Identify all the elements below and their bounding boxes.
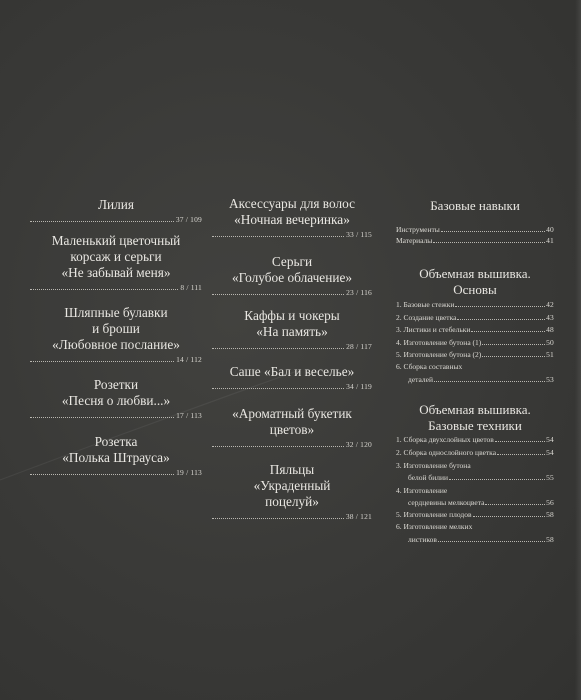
toc-entry-hatpins[interactable] bbox=[30, 305, 202, 364]
row-label: 1. Базовые стежки bbox=[396, 300, 455, 309]
entry-page: 34 / 119 bbox=[346, 382, 372, 391]
entry-page: 32 / 120 bbox=[345, 440, 372, 449]
entry-title-line: «Полька Штрауса» bbox=[62, 450, 170, 465]
entry-leader bbox=[212, 342, 372, 351]
toc-entry-hoops[interactable] bbox=[212, 462, 372, 521]
row-label: 2. Сборка однослойного цветка bbox=[396, 448, 497, 457]
entry-title-line: и броши bbox=[92, 321, 140, 336]
entry-title-line: «Ночная вечеринка» bbox=[234, 212, 350, 227]
row-label: 3. Листики и стебельки bbox=[396, 325, 471, 334]
entry-leader bbox=[212, 288, 372, 297]
entry-leader bbox=[212, 440, 372, 449]
toc-row[interactable] bbox=[396, 510, 554, 519]
toc-row[interactable] bbox=[396, 338, 554, 347]
entry-title-line: цветов» bbox=[269, 422, 315, 437]
toc-row[interactable] bbox=[396, 448, 554, 457]
entry-title-line: Розетка bbox=[94, 434, 138, 449]
section-heading-embroidery-basics bbox=[396, 266, 554, 298]
row-page: 53 bbox=[546, 375, 554, 384]
toc-entry-liliya[interactable] bbox=[30, 197, 202, 224]
entry-title-line: «Не забывай меня» bbox=[61, 265, 171, 280]
row-page: 54 bbox=[546, 435, 554, 444]
row-page: 48 bbox=[546, 325, 554, 334]
row-page: 40 bbox=[546, 225, 554, 234]
entry-title-line: Каффы и чокеры bbox=[244, 308, 340, 323]
toc-entry-rosette-polka[interactable] bbox=[30, 434, 202, 477]
row-label-cont: белой билии bbox=[408, 473, 449, 482]
toc-row[interactable] bbox=[396, 435, 554, 444]
row-page: 42 bbox=[546, 300, 554, 309]
heading-line: Базовые навыки bbox=[430, 198, 520, 213]
entry-page: 38 / 121 bbox=[345, 512, 372, 521]
row-label-cont: листиков bbox=[408, 535, 437, 544]
toc-row[interactable] bbox=[396, 350, 554, 359]
entry-leader bbox=[30, 283, 202, 292]
entry-title-line: Шляпные булавки bbox=[64, 305, 168, 320]
entry-leader bbox=[30, 215, 202, 224]
toc-row[interactable] bbox=[408, 498, 554, 507]
row-label[interactable]: 4. Изготовление bbox=[396, 486, 448, 495]
entry-page: 17 / 113 bbox=[176, 411, 202, 420]
entry-title-line: Серьги bbox=[271, 254, 313, 269]
entry-title-line: Розетки bbox=[93, 377, 139, 392]
entry-page: 28 / 117 bbox=[346, 342, 372, 351]
heading-line: Объемная вышивка. bbox=[419, 402, 531, 417]
heading-line: Объемная вышивка. bbox=[419, 266, 531, 281]
entry-title-line: поцелуй» bbox=[265, 494, 319, 509]
entry-leader bbox=[30, 355, 202, 364]
entry-title: Лилия bbox=[97, 197, 134, 212]
toc-entry-cuffs-chokers[interactable] bbox=[212, 308, 372, 351]
entry-title-line: «Украденный bbox=[253, 478, 331, 493]
toc-entry-sachet[interactable] bbox=[212, 364, 372, 391]
toc-row[interactable] bbox=[396, 325, 554, 334]
row-page: 58 bbox=[546, 510, 554, 519]
toc-entry-corsage[interactable] bbox=[30, 233, 202, 292]
row-page: 51 bbox=[546, 350, 554, 359]
row-label: 4. Изготовление бутона (1) bbox=[396, 338, 482, 347]
entry-leader bbox=[212, 230, 372, 239]
toc-entry-earrings[interactable] bbox=[212, 254, 372, 297]
row-label[interactable]: 6. Изготовление мелких bbox=[396, 522, 473, 531]
entry-title-line: корсаж и серьги bbox=[70, 249, 162, 264]
row-label: Инструменты bbox=[396, 225, 440, 234]
toc-entry-hair-accessories[interactable] bbox=[212, 196, 372, 239]
entry-title-line: Пяльцы bbox=[269, 462, 315, 477]
entry-title-line: «Ароматный букетик bbox=[232, 406, 352, 421]
entry-page: 37 / 109 bbox=[175, 215, 202, 224]
toc-row-materials[interactable] bbox=[396, 236, 554, 245]
row-label[interactable]: 6. Сборка составных bbox=[396, 362, 463, 371]
entry-page: 33 / 115 bbox=[346, 230, 372, 239]
row-label: 2. Создание цветка bbox=[396, 313, 457, 322]
entry-title-line: Аксессуары для волос bbox=[229, 196, 355, 211]
toc-row[interactable] bbox=[396, 313, 554, 322]
entry-title-line: «На память» bbox=[256, 324, 328, 339]
entry-page: 19 / 113 bbox=[176, 468, 202, 477]
row-page: 43 bbox=[546, 313, 554, 322]
entry-leader bbox=[30, 468, 202, 477]
entry-page: 8 / 111 bbox=[180, 283, 202, 292]
row-label: 5. Изготовление бутона (2) bbox=[396, 350, 482, 359]
row-page: 41 bbox=[546, 236, 554, 245]
row-page: 56 bbox=[546, 498, 554, 507]
heading-line: Основы bbox=[453, 282, 497, 297]
heading-line: Базовые техники bbox=[428, 418, 522, 433]
row-label: 5. Изготовление плодов bbox=[396, 510, 472, 519]
page-edge bbox=[575, 0, 581, 700]
row-label-cont: деталей bbox=[408, 375, 433, 384]
toc-row[interactable] bbox=[408, 375, 554, 384]
entry-title-line: «Любовное послание» bbox=[52, 337, 180, 352]
entry-title-line: Маленький цветочный bbox=[51, 233, 181, 248]
section-heading-basic-skills bbox=[396, 198, 554, 214]
row-label[interactable]: 3. Изготовление бутона bbox=[396, 461, 471, 470]
row-page: 58 bbox=[546, 535, 554, 544]
entry-title-line: «Песня о любви...» bbox=[61, 393, 171, 408]
row-label-cont: сердцевины мелкоцвета bbox=[408, 498, 485, 507]
row-page: 54 bbox=[546, 448, 554, 457]
entry-leader bbox=[212, 512, 372, 521]
toc-entry-rosettes[interactable] bbox=[30, 377, 202, 420]
row-label: 1. Сборка двухслойных цветов bbox=[396, 435, 494, 444]
toc-row[interactable] bbox=[408, 535, 554, 544]
toc-row-tools[interactable] bbox=[396, 225, 554, 234]
row-page: 50 bbox=[546, 338, 554, 347]
entry-page: 23 / 116 bbox=[346, 288, 372, 297]
entry-leader bbox=[30, 411, 202, 420]
entry-page: 14 / 112 bbox=[176, 355, 202, 364]
toc-entry-bouquet[interactable] bbox=[212, 406, 372, 449]
row-label: Материалы bbox=[396, 236, 433, 245]
entry-leader bbox=[212, 382, 372, 391]
toc-row[interactable] bbox=[408, 473, 554, 482]
section-heading-embroidery-techniques bbox=[396, 402, 554, 434]
toc-row[interactable] bbox=[396, 300, 554, 309]
row-page: 55 bbox=[546, 473, 554, 482]
entry-title-line: «Голубое облачение» bbox=[231, 270, 352, 285]
entry-title-line: Саше «Бал и веселье» bbox=[229, 364, 355, 379]
